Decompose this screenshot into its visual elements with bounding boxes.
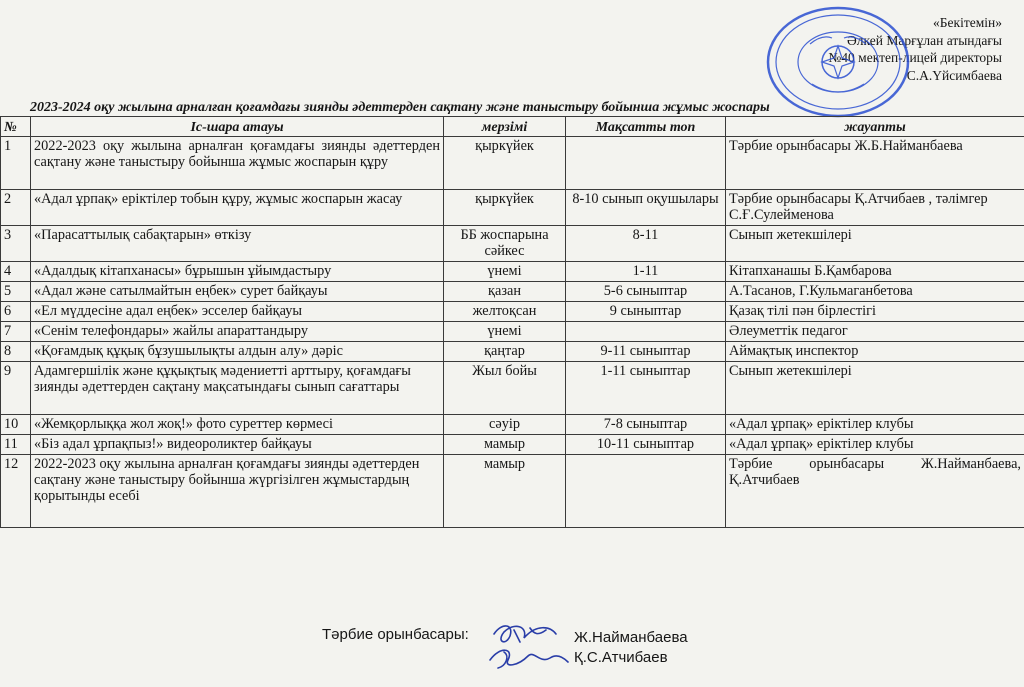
table-row (1, 302, 1024, 322)
work-plan-table (0, 116, 1024, 528)
row-number: 1 (1, 137, 31, 190)
row-event: «Ел мүддесіне адал еңбек» эсселер байқауы (31, 302, 444, 322)
row-target-group: 8-11 (566, 226, 726, 262)
row-number: 10 (1, 415, 31, 435)
row-event: Адамгершілік және құқықтық мәдениетті арттыру, қоғамдағы зиянды әдеттерден сақтану мақсатындағы сынып сағаттары (31, 362, 444, 415)
row-term: сәуір (444, 415, 566, 435)
row-target-group (566, 322, 726, 342)
row-event: «Парасаттылық сабақтарын» өткізу (31, 226, 444, 262)
row-number: 5 (1, 282, 31, 302)
row-responsible: А.Тасанов, Г.Кульмаганбетова (726, 282, 1024, 302)
table-row (1, 415, 1024, 435)
row-term: мамыр (444, 435, 566, 455)
row-responsible: Тәрбие орынбасары Қ.Атчибаев , тәлімгер С.Ғ.Сулейменова (726, 190, 1024, 226)
row-event: 2022-2023 оқу жылына арналған қоғамдағы зиянды әдеттерден сақтану және таныстыру бойынша жүргізілген жұмыстардың қорытынды есебі (31, 455, 444, 528)
row-term: қазан (444, 282, 566, 302)
row-responsible: Әлеуметтік педагог (726, 322, 1024, 342)
col-header-target-group: Мақсатты топ (566, 117, 726, 137)
row-target-group (566, 137, 726, 190)
document-title: 2023-2024 оқу жылына арналған қоғамдағы зиянды әдеттерден сақтану және таныстыру бойынша жұмыс жоспары (30, 100, 770, 115)
table-row (1, 322, 1024, 342)
signatory-name-2: Қ.С.Атчибаев (574, 649, 668, 666)
row-target-group: 9-11 сыныптар (566, 342, 726, 362)
row-responsible: «Адал ұрпақ» еріктілер клубы (726, 435, 1024, 455)
table-row (1, 282, 1024, 302)
approval-director-name: С.А.Үйсимбаева (906, 67, 1002, 83)
col-header-number: № (1, 117, 31, 137)
row-responsible: Тәрбие орынбасары Ж.Найманбаева, Қ.Атчибаев (726, 455, 1024, 528)
table-header-row (1, 117, 1024, 137)
table-row (1, 342, 1024, 362)
approval-heading: «Бекітемін» (933, 15, 1002, 30)
row-target-group: 10-11 сыныптар (566, 435, 726, 455)
row-term: Жыл бойы (444, 362, 566, 415)
row-event: «Жемқорлыққа жол жоқ!» фото суреттер көрмесі (31, 415, 444, 435)
col-header-term: мерзімі (444, 117, 566, 137)
row-target-group (566, 455, 726, 528)
row-event: «Біз адал ұрпақпыз!» видеороликтер байқауы (31, 435, 444, 455)
row-number: 11 (1, 435, 31, 455)
col-header-event: Іс-шара атауы (31, 117, 444, 137)
row-event: «Адалдық кітапханасы» бұрышын ұйымдастыру (31, 262, 444, 282)
table-row (1, 362, 1024, 415)
row-event: «Адал және сатылмайтын еңбек» сурет байқауы (31, 282, 444, 302)
row-number: 7 (1, 322, 31, 342)
table-row (1, 455, 1024, 528)
row-responsible: Тәрбие орынбасары Ж.Б.Найманбаева (726, 137, 1024, 190)
row-target-group: 9 сыныптар (566, 302, 726, 322)
table-row (1, 137, 1024, 190)
row-term: үнемі (444, 262, 566, 282)
row-term: желтоқсан (444, 302, 566, 322)
row-term: қыркүйек (444, 137, 566, 190)
row-number: 2 (1, 190, 31, 226)
row-target-group: 1-11 (566, 262, 726, 282)
row-responsible: Аймақтық инспектор (726, 342, 1024, 362)
row-responsible: Сынып жетекшілері (726, 362, 1024, 415)
row-target-group: 1-11 сыныптар (566, 362, 726, 415)
row-number: 8 (1, 342, 31, 362)
row-target-group: 5-6 сыныптар (566, 282, 726, 302)
approval-position: №40 мектеп-лицей директоры (828, 50, 1002, 65)
row-responsible: «Адал ұрпақ» еріктілер клубы (726, 415, 1024, 435)
table-row (1, 226, 1024, 262)
row-number: 9 (1, 362, 31, 415)
col-header-responsible: жауапты (726, 117, 1024, 137)
table-row (1, 262, 1024, 282)
row-number: 12 (1, 455, 31, 528)
row-event: 2022-2023 оқу жылына арналған қоғамдағы зиянды әдеттерден сақтану және таныстыру бойынша жұмыс жоспарын құру (31, 137, 444, 190)
table-row (1, 435, 1024, 455)
row-number: 6 (1, 302, 31, 322)
row-target-group: 8-10 сынып оқушылары (566, 190, 726, 226)
row-term: қаңтар (444, 342, 566, 362)
row-event: «Адал ұрпақ» еріктілер тобын құру, жұмыс жоспарын жасау (31, 190, 444, 226)
row-term: үнемі (444, 322, 566, 342)
row-responsible: Сынып жетекшілері (726, 226, 1024, 262)
table-row (1, 190, 1024, 226)
row-target-group: 7-8 сыныптар (566, 415, 726, 435)
row-number: 4 (1, 262, 31, 282)
row-term: ББ жоспарына сәйкес (444, 226, 566, 262)
row-term: мамыр (444, 455, 566, 528)
signatory-name-1: Ж.Найманбаева (574, 629, 688, 646)
signature-label: Тәрбие орынбасары: (322, 626, 469, 643)
approval-school: Әлкей Марғұлан атындағы (847, 32, 1002, 48)
handwritten-signature (484, 616, 574, 674)
signature-names (574, 628, 688, 668)
row-event: «Қоғамдық құқық бұзушылықты алдын алу» дәріс (31, 342, 444, 362)
row-responsible: Қазақ тілі пән бірлестігі (726, 302, 1024, 322)
row-number: 3 (1, 226, 31, 262)
row-term: қыркүйек (444, 190, 566, 226)
row-responsible: Кітапханашы Б.Қамбарова (726, 262, 1024, 282)
row-event: «Сенім телефондары» жайлы апараттандыру (31, 322, 444, 342)
